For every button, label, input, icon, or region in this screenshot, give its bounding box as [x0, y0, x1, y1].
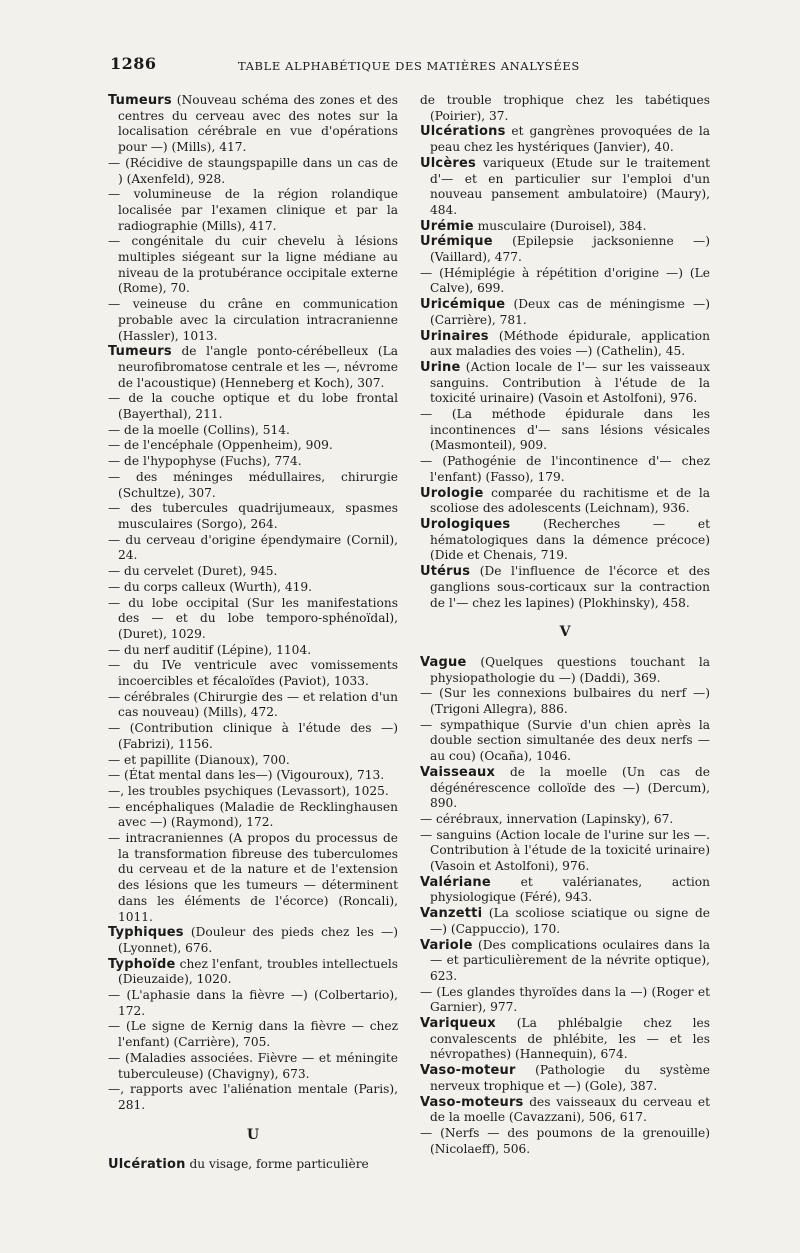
index-entry: — de l'hypophyse (Fuchs), 774. [108, 454, 302, 469]
index-entry: — de la couche optique et du lobe frontal (Bayerthal), 211. [108, 391, 398, 422]
index-entry: — (L'aphasie dans la fièvre —) (Colbertario), 172. [108, 988, 398, 1018]
index-entry: — congénitale du cuir chevelu à lésions multiples siégeant sur la ligne médiane au niveau de la protubérance occipitale externe (Rome), 70. [108, 234, 398, 296]
index-entry: Urémie musculaire (Duroisel), 384. [420, 218, 647, 234]
index-entry: — des tubercules quadrijumeaux, spasmes musculaires (Sorgo), 264. [108, 501, 398, 531]
index-entry: — sympathique (Survie d'un chien après la double section simultanée des deux nerfs — au cou) (Ocaña), 1046. [420, 717, 710, 764]
index-entry: — sanguins (Action locale de l'urine sur les —. Contribution à l'étude de la toxicité urinaire) (Vasoin et Astolfoni), 976. [420, 827, 710, 874]
index-entry: — (État mental dans les—) (Vigouroux), 713. [108, 768, 385, 783]
index-entry: Typhiques (Douleur des pieds chez les —) (Lyonnet), 676. [108, 925, 398, 955]
index-entry: Vanzetti (La scoliose sciatique ou signe de —) (Cappuccio), 170. [420, 906, 710, 936]
index-entry: — cérébrales (Chirurgie des — et relation d'un cas nouveau) (Mills), 472. [108, 689, 398, 720]
index-entry: Urologiques (Recherches — et hématologiques dans la démence précoce) (Dide et Chenais, 719. [420, 516, 710, 563]
index-entry: — volumineuse de la région rolandique localisée par l'examen clinique et par la radiographie (Mills), 417. [108, 187, 398, 233]
index-entry: Urinaires (Méthode épidurale, application aux maladies des voies —) (Cathelin), 45. [420, 328, 710, 359]
running-title: TABLE ALPHABÉTIQUE DES MATIÈRES ANALYSÉES [238, 59, 580, 73]
index-entry: — du cervelet (Duret), 945. [108, 564, 278, 579]
index-entry: — du IVe ventricule avec vomissements incoercibles et fécaloïdes (Paviot), 1033. [108, 658, 398, 689]
index-entry: — (Les glandes thyroïdes dans la —) (Roger et Garnier), 977. [420, 984, 710, 1015]
index-entry: — (La méthode épidurale dans les incontinences d'— sans lésions vésicales (Masmonteil), 909. [420, 407, 710, 453]
index-entry: Vague (Quelques questions touchant la physiopathologie du —) (Daddi), 369. [420, 654, 710, 685]
index-entry: Uricémique (Deux cas de méningisme —) (Carrière), 781. [420, 297, 710, 327]
index-entry: Vaisseaux de la moelle (Un cas de dégénérescence colloïde des —) (Dercum), 890. [420, 764, 710, 811]
index-entry: —, rapports avec l'aliénation mentale (Paris), 281. [108, 1082, 398, 1112]
section-letter-u: U [246, 1126, 260, 1143]
index-entry: Tumeurs de l'angle ponto-cérébelleux (La neurofibromatose centrale et les —, névrome de l'acoustique) (Henneberg et Koch), 307. [108, 344, 398, 390]
index-entry: — du nerf auditif (Lépine), 1104. [108, 642, 312, 657]
index-entry: Ulcères variqueux (Etude sur le traitement d'— et en particulier sur l'emploi d'un nouveau pansement ambulatoire) (Maury), 484. [420, 155, 710, 217]
index-entry: Tumeurs (Nouveau schéma des zones et des centres du cerveau avec des notes sur la localisation cérébrale en vue d'opérations pour —) (Mills), 417. [108, 93, 398, 155]
index-entry: — veineuse du crâne en communication probable avec la circulation intracranienne (Hassler), 1013. [108, 297, 398, 343]
index-entry: Variqueux (La phlébalgie chez les convalescents de phlébite, les — et les névropathes) (Hannequin), 674. [420, 1016, 710, 1062]
index-entry: — du corps calleux (Wurth), 419. [108, 579, 313, 594]
index-entry: Valériane et valérianates, action physiologique (Féré), 943. [420, 874, 710, 905]
index-entry: — du lobe occipital (Sur les manifestations des — et du lobe temporo-sphénoïdal), (Duret), 1029. [108, 595, 398, 641]
index-entry: de trouble trophique chez les tabétiques (Poirier), 37. [420, 93, 710, 123]
left-column [108, 93, 398, 1173]
index-entry: — (Nerfs — des poumons de la grenouille) (Nicolaeff), 506. [420, 1126, 710, 1156]
index-entry: Utérus (De l'influence de l'écorce et des ganglions sous-corticaux sur la contraction de l'— chez les lapines) (Plokhinsky), 458. [420, 564, 710, 610]
page-header [110, 54, 710, 84]
index-entry: Typhoïde chez l'enfant, troubles intellectuels (Dieuzaide), 1020. [108, 956, 398, 987]
index-entry: Vaso-moteur (Pathologie du système nerveux trophique et —) (Gole), 387. [420, 1063, 710, 1093]
index-entry: — du cerveau d'origine épendymaire (Cornil), 24. [108, 532, 398, 563]
index-entry: — (Maladies associées. Fièvre — et méningite tuberculeuse) (Chavigny), 673. [108, 1050, 398, 1081]
index-entry: Variole (Des complications oculaires dans la — et particulièrement de la névrite optique), 623. [420, 937, 710, 983]
index-entry: — de la moelle (Collins), 514. [108, 422, 290, 437]
index-entry: — des méninges médullaires, chirurgie (Schultze), 307. [108, 469, 398, 500]
index-entry: Urémique (Epilepsie jacksonienne —) (Vaillard), 477. [420, 234, 710, 265]
index-entry: — (Hémiplégie à répétition d'origine —) (Le Calve), 699. [420, 265, 710, 296]
right-column [420, 93, 710, 1157]
index-entry: — cérébraux, innervation (Lapinsky), 67. [420, 811, 674, 826]
index-entry: — (Sur les connexions bulbaires du nerf —) (Trigoni Allegra), 886. [420, 686, 710, 717]
index-entry: Urine (Action locale de l'— sur les vaisseaux sanguins. Contribution à l'étude de la toxicité urinaire) (Vasoin et Astolfoni), 976. [420, 359, 710, 406]
index-entry: — (Contribution clinique à l'étude des —) (Fabrizi), 1156. [108, 721, 398, 751]
section-letter-v: V [559, 624, 571, 641]
index-entry: — encéphaliques (Maladie de Recklinghausen avec —) (Raymond), 172. [108, 799, 398, 830]
index-entry: Urologie comparée du rachitisme et de la scoliose des adolescents (Leichnam), 936. [420, 485, 710, 516]
index-entry: — et papillite (Dianoux), 700. [108, 752, 290, 767]
index-entry: Vaso-moteurs des vaisseaux du cerveau et de la moelle (Cavazzani), 506, 617. [420, 1094, 710, 1125]
index-entry: — de l'encéphale (Oppenheim), 909. [108, 438, 333, 453]
index-entry: — intracraniennes (A propos du processus de la transformation fibreuse des tuberculomes du cerveau et de la nature et de l'extension des lésions que les tumeurs — déterminent dans les éléments de l'écorce) (Roncali), 1011. [108, 831, 398, 924]
index-entry: — (Récidive de staungspapille dans un cas de ) (Axenfeld), 928. [108, 155, 398, 186]
index-entry: — (Le signe de Kernig dans la fièvre — chez l'enfant) (Carrière), 705. [108, 1019, 398, 1050]
index-entry: — (Pathogénie de l'incontinence d'— chez l'enfant) (Fasso), 179. [420, 454, 710, 484]
page-number: 1286 [110, 54, 157, 73]
index-entry: Ulcération du visage, forme particulière [108, 1157, 369, 1173]
index-entry: Ulcérations et gangrènes provoquées de la peau chez les hystériques (Janvier), 40. [420, 124, 710, 155]
index-entry: —, les troubles psychiques (Levassort), 1025. [108, 783, 389, 798]
